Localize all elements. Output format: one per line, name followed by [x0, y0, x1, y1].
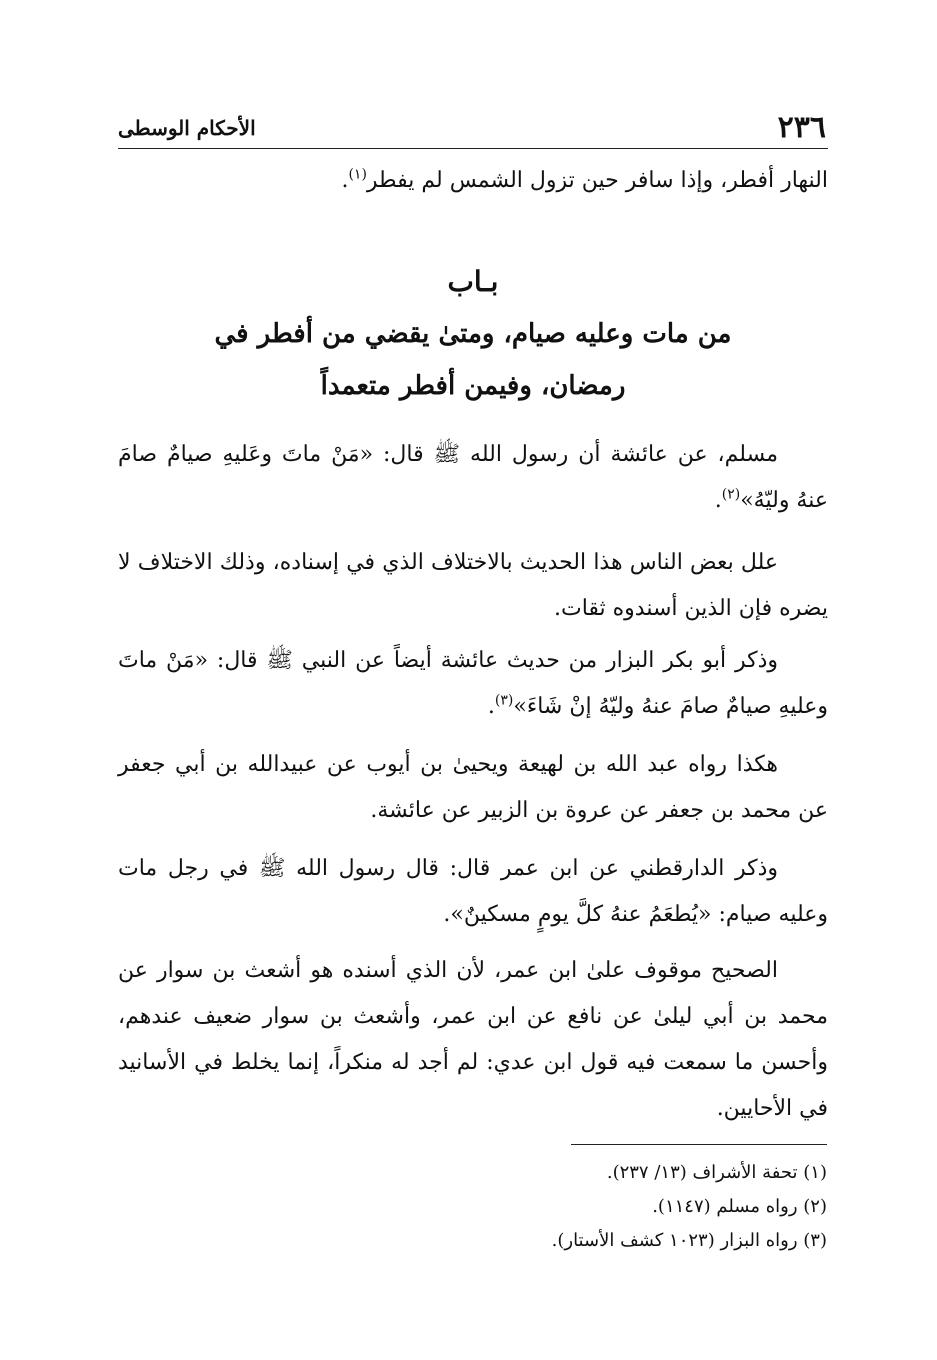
- page-header: [118, 108, 826, 148]
- chapter-title: [118, 308, 828, 412]
- footnote-rule: [571, 1144, 827, 1145]
- header-rule: [118, 148, 828, 149]
- footnote-1: (١) تحفة الأشراف (١٣/ ٢٣٧).: [606, 1162, 827, 1183]
- paragraph: [118, 638, 828, 730]
- chapter-title-line-1: من مات وعليه صيام، ومتىٰ يقضي من أفطر في: [214, 319, 732, 349]
- paragraph-text: علل بعض الناس هذا الحديث بالاختلاف الذي في إسناده، وذلك الاختلاف لا يضره فإن الذين أسندوه ثقات.: [118, 550, 828, 621]
- footnote-ref: (١): [348, 166, 367, 183]
- chapter-title-line-2: رمضان، وفيمن أفطر متعمداً: [320, 371, 626, 401]
- page-number: ٢٣٦: [777, 110, 826, 145]
- paragraph-text: هكذا رواه عبد الله بن لهيعة ويحيىٰ بن أيوب عن عبيدالله بن أبي جعفر عن محمد بن جعفر عن عروة بن الزبير عن عائشة.: [118, 752, 828, 823]
- continuation-tail: .: [341, 168, 349, 193]
- continuation-text: النهار أفطر، وإذا سافر حين تزول الشمس لم يفطر: [366, 168, 828, 193]
- footnotes: [227, 1156, 827, 1258]
- paragraph-text: مسلم، عن عائشة أن رسول الله ﷺ قال: «مَنْ ماتَ وعَليهِ صيامٌ صامَ عنهُ وليّهُ»: [118, 442, 828, 513]
- footnote-2: (٢) رواه مسلم (١١٤٧).: [652, 1196, 827, 1217]
- paragraph: [118, 742, 828, 834]
- continuation-paragraph: [118, 158, 828, 204]
- footnote-3: (٣) رواه البزار (١٠٢٣ كشف الأستار).: [551, 1230, 827, 1251]
- paragraph: [118, 846, 828, 938]
- running-title: الأحكام الوسطى: [118, 116, 256, 140]
- paragraph-tail: .: [487, 694, 495, 719]
- paragraph-text: الصحيح موقوف علىٰ ابن عمر، لأن الذي أسنده هو أشعث بن سوار عن محمد بن أبي ليلىٰ عن نافع عن ابن عمر، وأشعث بن سوار ضعيف عندهم، وأحسن ما سمعت فيه قول ابن عدي: لم أجد له منكراً، إنما يخلط في الأسانيد في الأحايين.: [118, 958, 828, 1121]
- paragraph-text: وذكر الدارقطني عن ابن عمر قال: قال رسول الله ﷺ في رجل مات وعليه صيام: «يُطعَمُ عنهُ كلَّ يومٍ مسكينٌ».: [118, 856, 828, 927]
- paragraph-tail: .: [714, 488, 722, 513]
- footnote-ref: (٣): [494, 692, 514, 709]
- paragraph: [118, 948, 828, 1132]
- footnote-ref: (٢): [721, 486, 741, 503]
- paragraph: [118, 432, 828, 524]
- chapter-label: بـاب: [447, 265, 499, 298]
- paragraph: [118, 540, 828, 632]
- paragraph-text: وذكر أبو بكر البزار من حديث عائشة أيضاً عن النبي ﷺ قال: «مَنْ ماتَ وعليهِ صيامٌ صامَ عنهُ وليّهُ إنْ شَاءَ»: [118, 648, 828, 719]
